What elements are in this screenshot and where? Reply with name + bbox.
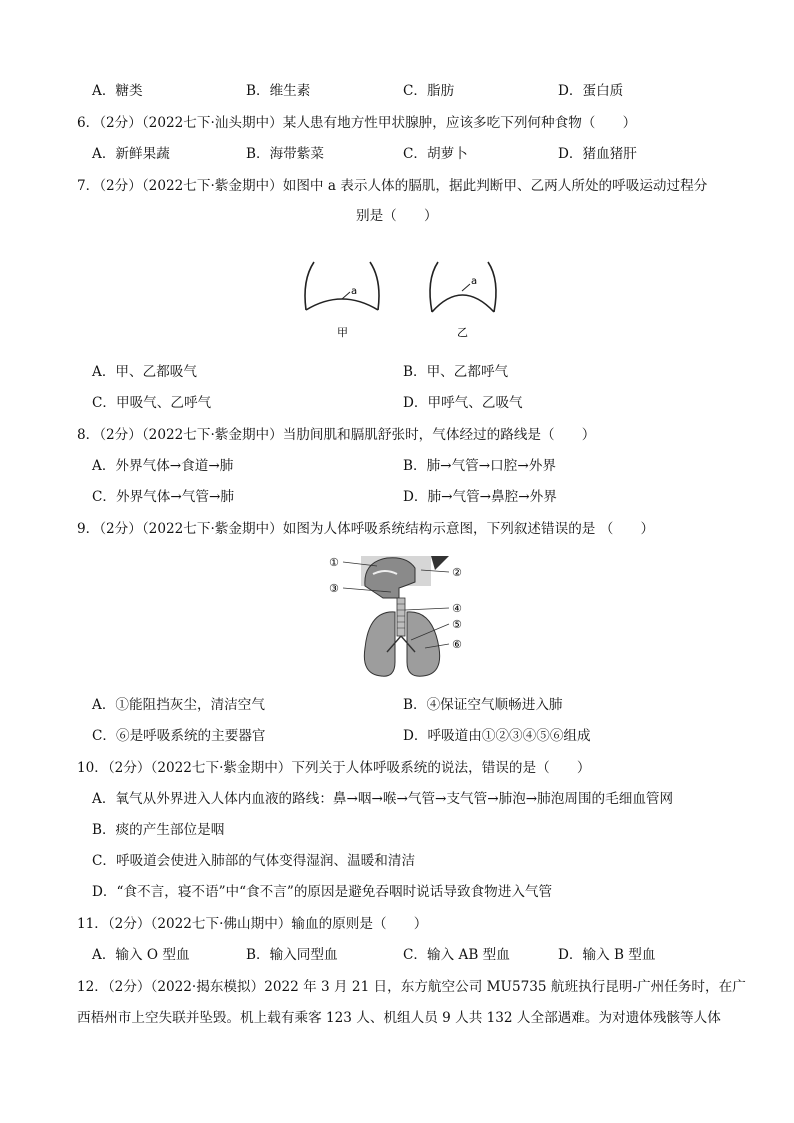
q9-label-5: ⑤	[452, 618, 462, 631]
q11-stem: 11．（2分）（2022七下·佛山期中）输血的原则是（ ）	[77, 916, 428, 932]
q9-option-a: A．①能阻挡灰尘，清洁空气	[92, 697, 265, 713]
q7-stem-continuation: 别是（ ）	[356, 208, 438, 224]
q9-label-6: ⑥	[452, 638, 462, 651]
q5-option-d: D．蛋白质	[558, 83, 624, 99]
q6-option-b: B．海带紫菜	[246, 146, 324, 162]
q7-option-b: B．甲、乙都呼气	[403, 364, 509, 380]
q7-marker-a-right: a	[471, 276, 478, 287]
q12-stem-line-1: 12．（2分）（2022·揭东模拟）2022 年 3 月 21 日，东方航空公司 MU5735 航班执行昆明-广州任务时，在广	[77, 979, 746, 995]
q7-label-jia: 甲	[337, 326, 348, 339]
q7-label-yi: 乙	[457, 326, 468, 339]
q6-option-d: D．猪血猪肝	[558, 146, 637, 162]
q6-option-a: A．新鲜果蔬	[92, 146, 170, 162]
q6-stem: 6．（2分）（2022七下·汕头期中）某人患有地方性甲状腺肿，应该多吃下列何种食物（ ）	[77, 115, 637, 131]
q8-option-d: D．肺→气管→鼻腔→外界	[403, 489, 557, 505]
q11-option-b: B．输入同型血	[246, 947, 338, 963]
q9-option-d: D．呼吸道由①②③④⑤⑥组成	[403, 728, 591, 744]
q12-stem-line-2: 西梧州市上空失联并坠毁。机上载有乘客 123 人、机组人员 9 人共 132 人全部遇难。为对遗体残骸等人体	[77, 1010, 721, 1026]
q6-option-c: C．胡萝卜	[403, 146, 468, 162]
q10-stem: 10．（2分）（2022七下·紫金期中）下列关于人体呼吸系统的说法，错误的是（ ）	[77, 760, 591, 776]
q9-respiratory-system-figure	[325, 552, 485, 680]
q11-option-c: C．输入 AB 型血	[403, 947, 510, 963]
q7-stem: 7．（2分）（2022七下·紫金期中）如图中 a 表示人体的膈肌，据此判断甲、乙两人所处的呼吸运动过程分	[77, 178, 708, 194]
q8-option-b: B．肺→气管→口腔→外界	[403, 458, 556, 474]
q7-option-d: D．甲呼气、乙吸气	[403, 395, 523, 411]
q10-option-a: A．氧气从外界进入人体内血液的路线：鼻→咽→喉→气管→支气管→肺泡→肺泡周围的毛细血管网	[92, 791, 674, 807]
q5-option-b: B．维生素	[246, 83, 311, 99]
q7-marker-a-left: a	[351, 286, 358, 297]
q11-option-a: A．输入 O 型血	[92, 947, 190, 963]
q7-figure-jia	[305, 262, 379, 339]
q5-option-a: A．糖类	[92, 83, 143, 99]
q7-option-c: C．甲吸气、乙呼气	[92, 395, 212, 411]
q7-diaphragm-figure	[290, 250, 510, 350]
q9-label-1: ①	[329, 556, 339, 569]
q10-option-d: D．“食不言，寝不语”中“食不言”的原因是避免吞咽时说话导致食物进入气管	[92, 884, 553, 900]
q5-option-c: C．脂肪	[403, 83, 455, 99]
q8-option-c: C．外界气体→气管→肺	[92, 489, 234, 505]
q7-figure-yi	[430, 262, 496, 339]
q9-option-b: B．④保证空气顺畅进入肺	[403, 697, 563, 713]
q7-option-a: A．甲、乙都吸气	[92, 364, 197, 380]
q9-label-2: ②	[452, 566, 462, 579]
q11-option-d: D．输入 B 型血	[558, 947, 656, 963]
q8-option-a: A．外界气体→食道→肺	[92, 458, 234, 474]
q9-option-c: C．⑥是呼吸系统的主要器官	[92, 728, 266, 744]
q10-option-b: B．痰的产生部位是咽	[92, 822, 225, 838]
q10-option-c: C．呼吸道会使进入肺部的气体变得湿润、温暖和清洁	[92, 853, 416, 869]
q9-stem: 9．（2分）（2022七下·紫金期中）如图为人体呼吸系统结构示意图，下列叙述错误的是 （ ）	[77, 521, 655, 537]
q8-stem: 8．（2分）（2022七下·紫金期中）当肋间肌和膈肌舒张时，气体经过的路线是（ ）	[77, 427, 596, 443]
q9-label-4: ④	[452, 602, 462, 615]
q9-label-3: ③	[329, 582, 339, 595]
